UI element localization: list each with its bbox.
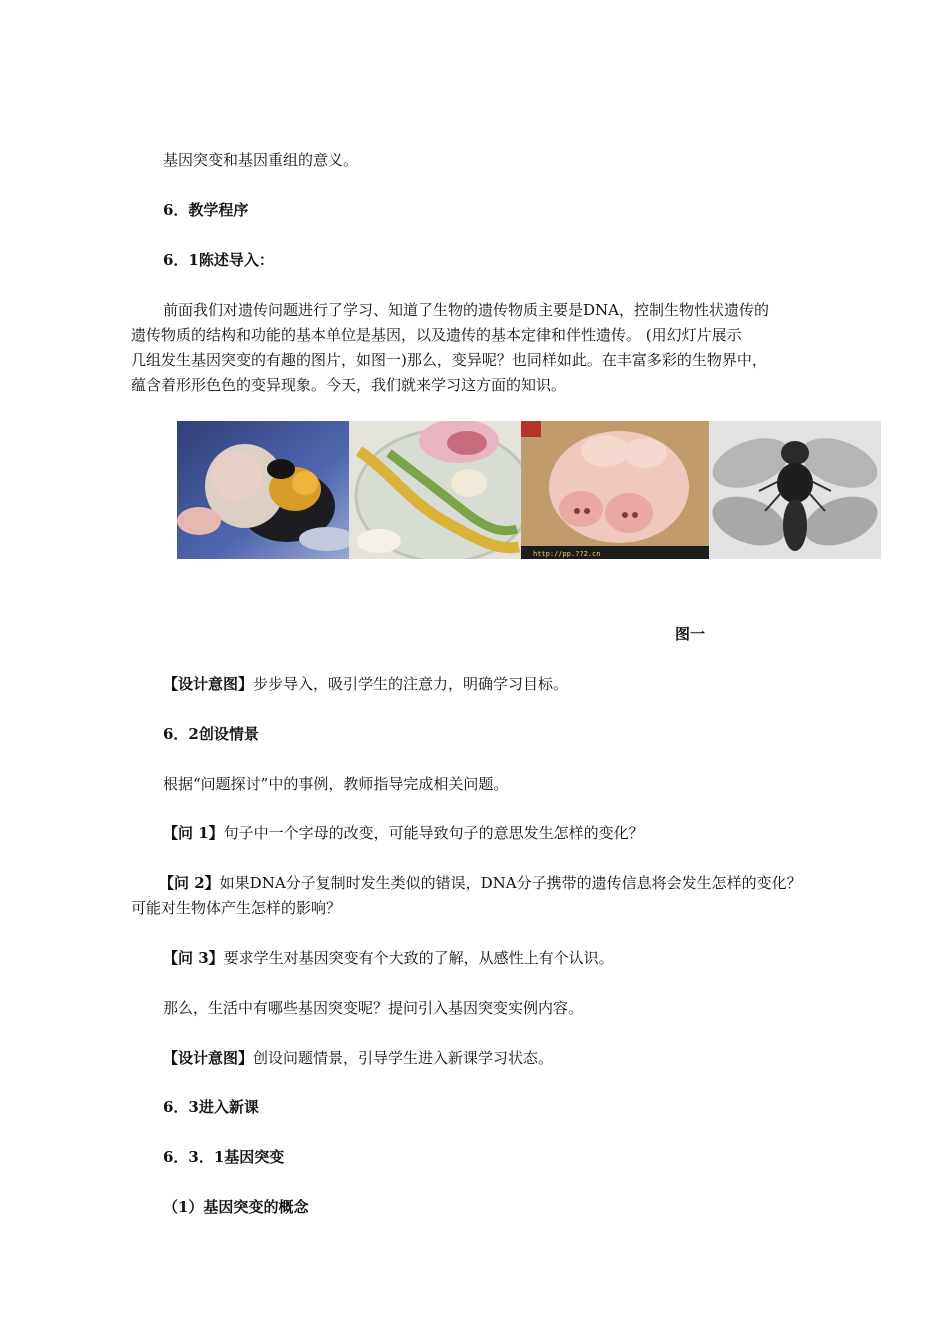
paragraph-question-3 <box>131 946 836 971</box>
paragraph-intro-line-2: 遗传物质的结构和功能的基本单位是基因，以及遗传的基本定律和伴性遗传。 (用幻灯片展示 <box>131 326 742 344</box>
question-2-tag: 【问 2】 <box>159 874 220 892</box>
figure-caption: 图一 <box>675 625 706 643</box>
photo-mutant-duckling <box>177 421 349 559</box>
question-3-tag: 【问 3】 <box>163 949 224 967</box>
paragraph-significance: 基因突变和基因重组的意义。 <box>163 151 359 169</box>
paragraph-question-2-line-2: 可能对生物体产生怎样的影响？ <box>131 899 342 917</box>
design-intent-tag-2: 【设计意图】 <box>163 1049 254 1067</box>
design-intent-text-2: 创设问题情景，引导学生进入新课学习状态。 <box>253 1049 554 1067</box>
question-2-text: 如果DNA分子复制时发生类似的错误，DNA分子携带的遗传信息将会发生怎样的变化？ <box>219 874 802 892</box>
photo-watermark-url: http://pp.??2.cn <box>533 550 601 558</box>
design-intent-tag: 【设计意图】 <box>163 675 254 693</box>
paragraph-intro-line-1: 前面我们对遗传问题进行了学习、知道了生物的遗传物质主要是DNA，控制生物性状遗传的 <box>163 301 769 319</box>
paragraph-design-intent-1 <box>131 672 836 697</box>
photo-mutant-eel <box>349 421 521 559</box>
paragraph-intro-line-4: 蕴含着形形色色的变异现象。今天，我们就来学习这方面的知识。 <box>131 376 567 394</box>
paragraph-intro-line-3: 几组发生基因突变的有趣的图片，如图一)那么，变异呢？也同样如此。在丰富多彩的生物界中， <box>131 351 767 369</box>
question-3-text: 要求学生对基因突变有个大致的了解，从感性上有个认识。 <box>223 949 614 967</box>
heading-gene-mutation-concept: （1）基因突变的概念 <box>163 1198 309 1216</box>
heading-introduction: 6．1陈述导入： <box>163 251 274 269</box>
heading-teaching-procedure: 6．教学程序 <box>163 201 249 219</box>
paragraph-life-mutations: 那么，生活中有哪些基因突变呢？提问引入基因突变实例内容。 <box>163 999 584 1017</box>
paragraph-problem-discussion: 根据“问题探讨”中的事例，教师指导完成相关问题。 <box>163 775 509 793</box>
heading-new-lesson: 6．3进入新课 <box>163 1098 259 1116</box>
heading-gene-mutation: 6．3．1基因突变 <box>163 1148 285 1166</box>
design-intent-text: 步步导入，吸引学生的注意力，明确学习目标。 <box>253 675 569 693</box>
paragraph-question-1 <box>131 821 836 846</box>
photo-mutant-piglet <box>521 421 709 559</box>
paragraph-question-2-line-1 <box>131 871 836 896</box>
paragraph-design-intent-2 <box>131 1046 836 1071</box>
figure-mutation-photos <box>177 421 881 559</box>
question-1-tag: 【问 1】 <box>163 824 224 842</box>
question-1-text: 句子中一个字母的改变，可能导致句子的意思发生怎样的变化？ <box>223 824 644 842</box>
photo-mutant-fly <box>709 421 881 559</box>
heading-create-scenario: 6．2创设情景 <box>163 725 259 743</box>
